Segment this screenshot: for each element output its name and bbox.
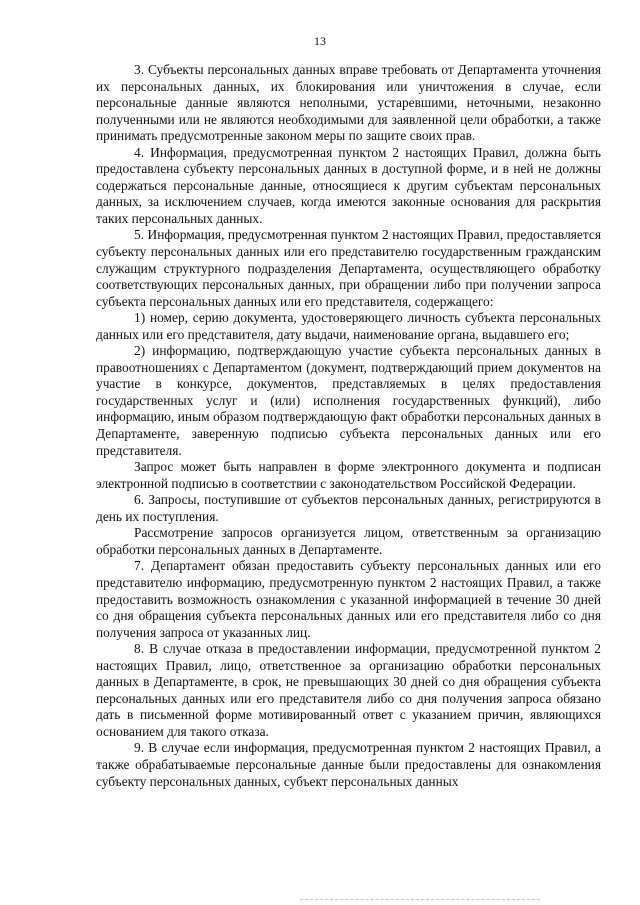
paragraph-5-item-1: 1) номер, серию документа, удостоверяющего личность субъекта персональных данных или его представителя, дату выдачи, наименование органа, выдавшего его; <box>96 310 601 342</box>
paragraph-7: 7. Департамент обязан предоставить субъекту персональных данных или его представителю информацию, предусмотренную пунктом 2 настоящих Правил, а также предоставить возможность ознакомления с указанной информацией в течение 30 дней со дня обращения субъекта персональных данных или его представителя либо со дня получения запроса от указанных лиц. <box>96 558 601 640</box>
paragraph-6: 6. Запросы, поступившие от субъектов персональных данных, регистрируются в день их поступления. <box>96 492 601 524</box>
page-number: 13 <box>314 34 326 48</box>
paragraph-electronic-request: Запрос может быть направлен в форме электронного документа и подписан электронной подписью в соответствии с законодательством Российской Федерации. <box>96 459 601 491</box>
document-body <box>96 62 601 790</box>
paragraph-4: 4. Информация, предусмотренная пунктом 2 настоящих Правил, должна быть предоставлена субъекту персональных данных в доступной форме, и в ней не должны содержаться персональные данные, относящиеся к другим субъектам персональных данных, за исключением случаев, когда имеются законные основания для раскрытия таких персональных данных. <box>96 144 601 226</box>
paragraph-9: 9. В случае если информация, предусмотренная пунктом 2 настоящих Правил, а также обрабатываемые персональные данные были предоставлены для ознакомления субъекту персональных данных, субъект персональных данных <box>96 740 601 789</box>
scan-edge-artifact <box>300 899 540 903</box>
paragraph-5-item-2: 2) информацию, подтверждающую участие субъекта персональных данных в правоотношениях с Департаментом (документ, подтверждающий прием документов на участие в конкурсе, документов, представляемых в целях предоставления государственных услуг и (или) исполнения государственных функций), либо информацию, иным образом подтверждающую факт обработки персональных данных в Департаменте, заверенную подписью субъекта персональных данных или его представителя. <box>96 343 601 458</box>
paragraph-8: 8. В случае отказа в предоставлении информации, предусмотренной пунктом 2 настоящих Правил, лицо, ответственное за организацию обработки персональных данных в Департаменте, в срок, не превышающих 30 дней со дня обращения субъекта персональных данных или его представителя либо со дня получения запроса обязано дать в письменной форме мотивированный ответ с указанием причин, являющихся основанием для такого отказа. <box>96 641 601 739</box>
paragraph-6-review: Рассмотрение запросов организуется лицом, ответственным за организацию обработки персональных данных в Департаменте. <box>96 525 601 557</box>
paragraph-5: 5. Информация, предусмотренная пунктом 2 настоящих Правил, предоставляется субъекту персональных данных или его представителю государственным гражданским служащим структурного подразделения Департамента, осуществляющего обработку соответствующих персональных данных, при обращении либо при получении запроса субъекта персональных данных или его представителя, содержащего: <box>96 227 601 309</box>
paragraph-3: 3. Субъекты персональных данных вправе требовать от Департамента уточнения их персональных данных, их блокирования или уничтожения в случае, если персональные данные являются неполными, устаревшими, неточными, незаконно полученными или не являются необходимыми для заявленной цели обработки, а также принимать предусмотренные законом меры по защите своих прав. <box>96 62 601 144</box>
